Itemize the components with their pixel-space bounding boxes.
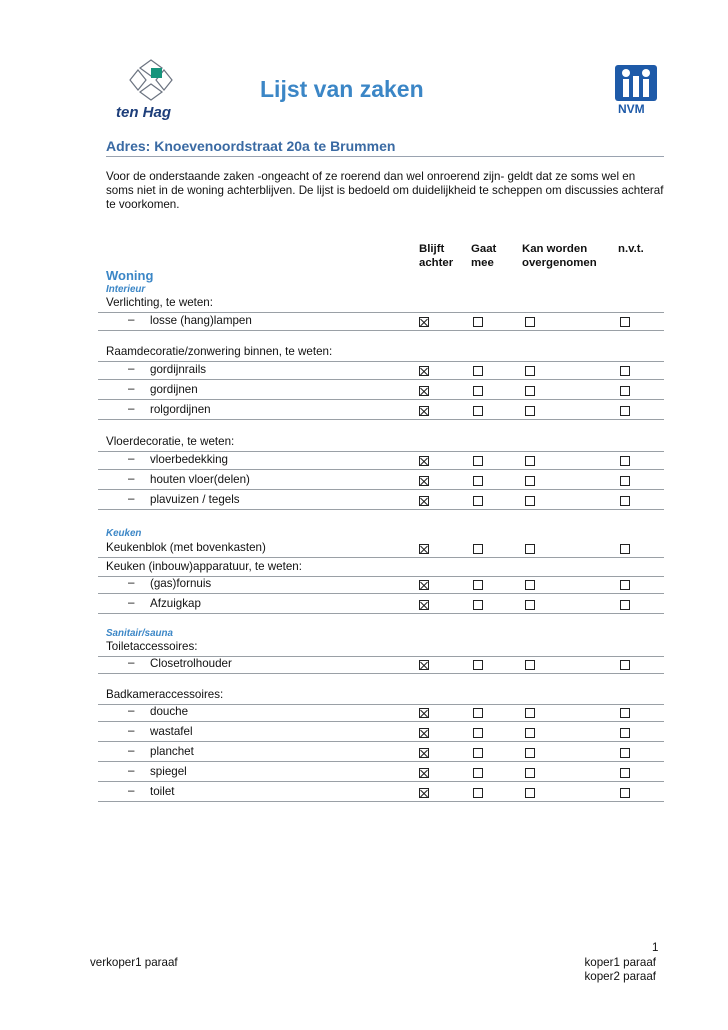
checkbox-gaat-mee[interactable] xyxy=(473,386,483,396)
checkbox-blijft-achter[interactable] xyxy=(419,544,429,554)
checkbox-nvt[interactable] xyxy=(620,748,630,758)
checkbox-nvt[interactable] xyxy=(620,728,630,738)
item-row-toilet: – toilet xyxy=(98,783,664,802)
column-header-blijft-achter: Blijft achter xyxy=(419,243,454,269)
checkbox-nvt[interactable] xyxy=(620,456,630,466)
checkbox-gaat-mee[interactable] xyxy=(473,600,483,610)
column-header-gaat-mee: Gaat mee xyxy=(471,243,497,269)
buyer-initials-labels xyxy=(584,956,656,984)
ten-hag-emblem-icon xyxy=(128,58,174,102)
item-row-closetrolhouder: – Closetrolhouder xyxy=(98,655,664,674)
checkbox-blijft-achter[interactable] xyxy=(419,748,429,758)
checkbox-blijft-achter[interactable] xyxy=(419,406,429,416)
checkbox-nvt[interactable] xyxy=(620,544,630,554)
nvm-wordmark: NVM xyxy=(618,102,645,116)
checkbox-gaat-mee[interactable] xyxy=(473,496,483,506)
checkbox-gaat-mee[interactable] xyxy=(473,406,483,416)
checkbox-blijft-achter[interactable] xyxy=(419,456,429,466)
item-row-rolgordijnen: – rolgordijnen xyxy=(98,401,664,420)
checkbox-nvt[interactable] xyxy=(620,580,630,590)
checkbox-blijft-achter[interactable] xyxy=(419,788,429,798)
item-row-gordijnrails: – gordijnrails xyxy=(98,361,664,380)
checkbox-kan-worden-overgenomen[interactable] xyxy=(525,386,535,396)
checkbox-blijft-achter[interactable] xyxy=(419,708,429,718)
group-row-verlichting: Verlichting, te weten: xyxy=(98,294,664,313)
checkbox-blijft-achter[interactable] xyxy=(419,386,429,396)
checkbox-kan-worden-overgenomen[interactable] xyxy=(525,708,535,718)
checkbox-gaat-mee[interactable] xyxy=(473,476,483,486)
checkbox-kan-worden-overgenomen[interactable] xyxy=(525,748,535,758)
checkbox-nvt[interactable] xyxy=(620,768,630,778)
nvm-emblem-icon xyxy=(614,64,658,102)
checkbox-blijft-achter[interactable] xyxy=(419,317,429,327)
checkbox-blijft-achter[interactable] xyxy=(419,366,429,376)
checkbox-kan-worden-overgenomen[interactable] xyxy=(525,476,535,486)
item-row-plavuizen: – plavuizen / tegels xyxy=(98,491,664,510)
checkbox-kan-worden-overgenomen[interactable] xyxy=(525,768,535,778)
subsection-keuken: Keuken xyxy=(106,528,142,539)
page-title: Lijst van zaken xyxy=(260,76,424,102)
item-row-douche: – douche xyxy=(98,703,664,722)
checkbox-blijft-achter[interactable] xyxy=(419,476,429,486)
checkbox-nvt[interactable] xyxy=(620,788,630,798)
seller-initials-label: verkoper1 paraaf xyxy=(90,956,178,969)
group-row-badkameraccessoires: Badkameraccessoires: xyxy=(98,686,664,705)
checkbox-kan-worden-overgenomen[interactable] xyxy=(525,366,535,376)
group-row-toiletaccessoires: Toiletaccessoires: xyxy=(98,638,664,657)
checkbox-kan-worden-overgenomen[interactable] xyxy=(525,317,535,327)
checkbox-gaat-mee[interactable] xyxy=(473,728,483,738)
checkbox-kan-worden-overgenomen[interactable] xyxy=(525,580,535,590)
checkbox-nvt[interactable] xyxy=(620,708,630,718)
item-row-wastafel: – wastafel xyxy=(98,723,664,742)
checkbox-nvt[interactable] xyxy=(620,317,630,327)
checkbox-blijft-achter[interactable] xyxy=(419,768,429,778)
subsection-sanitair: Sanitair/sauna xyxy=(106,628,173,639)
item-row-vloerbedekking: – vloerbedekking xyxy=(98,451,664,470)
checkbox-kan-worden-overgenomen[interactable] xyxy=(525,406,535,416)
checkbox-blijft-achter[interactable] xyxy=(419,580,429,590)
checkbox-gaat-mee[interactable] xyxy=(473,317,483,327)
checkbox-nvt[interactable] xyxy=(620,366,630,376)
checkbox-gaat-mee[interactable] xyxy=(473,768,483,778)
item-row-gordijnen: – gordijnen xyxy=(98,381,664,400)
checkbox-blijft-achter[interactable] xyxy=(419,660,429,670)
item-row-spiegel: – spiegel xyxy=(98,763,664,782)
checkbox-gaat-mee[interactable] xyxy=(473,748,483,758)
column-header-nvt: n.v.t. xyxy=(618,243,644,255)
buyer2-initials-label: koper2 paraaf xyxy=(584,970,656,983)
checkbox-blijft-achter[interactable] xyxy=(419,496,429,506)
checkbox-kan-worden-overgenomen[interactable] xyxy=(525,660,535,670)
subsection-interieur: Interieur xyxy=(106,284,146,295)
column-header-kan-worden-overgenomen: Kan worden overgenomen xyxy=(522,243,597,269)
group-row-vloerdecoratie: Vloerdecoratie, te weten: xyxy=(98,433,664,452)
item-row-lampen: – losse (hang)lampen xyxy=(98,312,664,331)
checkbox-kan-worden-overgenomen[interactable] xyxy=(525,544,535,554)
page-number: 1 xyxy=(652,941,659,954)
checkbox-gaat-mee[interactable] xyxy=(473,660,483,670)
checkbox-kan-worden-overgenomen[interactable] xyxy=(525,600,535,610)
ten-hag-logo xyxy=(116,58,188,124)
checkbox-kan-worden-overgenomen[interactable] xyxy=(525,728,535,738)
checkbox-gaat-mee[interactable] xyxy=(473,366,483,376)
item-row-afzuigkap: – Afzuigkap xyxy=(98,595,664,614)
item-row-houten-vloer: – houten vloer(delen) xyxy=(98,471,664,490)
checkbox-blijft-achter[interactable] xyxy=(419,600,429,610)
item-row-fornuis: – (gas)fornuis xyxy=(98,575,664,594)
checkbox-nvt[interactable] xyxy=(620,406,630,416)
address-divider xyxy=(106,156,664,157)
section-woning: Woning xyxy=(106,268,154,283)
item-row-keukenblok: Keukenblok (met bovenkasten) xyxy=(98,539,664,558)
checkbox-nvt[interactable] xyxy=(620,386,630,396)
buyer1-initials-label: koper1 paraaf xyxy=(584,956,656,969)
ten-hag-wordmark: ten Hag xyxy=(116,104,172,121)
nvm-logo xyxy=(614,64,660,118)
checkbox-kan-worden-overgenomen[interactable] xyxy=(525,788,535,798)
checkbox-nvt[interactable] xyxy=(620,600,630,610)
checkbox-gaat-mee[interactable] xyxy=(473,580,483,590)
address-heading: Adres: Knoevenoordstraat 20a te Brummen xyxy=(106,138,396,154)
checkbox-blijft-achter[interactable] xyxy=(419,728,429,738)
item-row-planchet: – planchet xyxy=(98,743,664,762)
checkbox-nvt[interactable] xyxy=(620,660,630,670)
checkbox-gaat-mee[interactable] xyxy=(473,544,483,554)
intro-paragraph: Voor de onderstaande zaken -ongeacht of ze roerend dan wel onroerend zijn- geldt dat ze soms wel en soms niet in de woning achterblijven. De lijst is bedoeld om duidelijkheid te scheppen om discussies achteraf te voorkomen. xyxy=(106,170,664,211)
checkbox-gaat-mee[interactable] xyxy=(473,708,483,718)
checkbox-kan-worden-overgenomen[interactable] xyxy=(525,496,535,506)
checkbox-kan-worden-overgenomen[interactable] xyxy=(525,456,535,466)
checkbox-nvt[interactable] xyxy=(620,476,630,486)
group-row-keuken-apparatuur: Keuken (inbouw)apparatuur, te weten: xyxy=(98,558,664,577)
group-row-raamdecoratie: Raamdecoratie/zonwering binnen, te weten: xyxy=(98,343,664,362)
checkbox-nvt[interactable] xyxy=(620,496,630,506)
checkbox-gaat-mee[interactable] xyxy=(473,788,483,798)
checkbox-gaat-mee[interactable] xyxy=(473,456,483,466)
